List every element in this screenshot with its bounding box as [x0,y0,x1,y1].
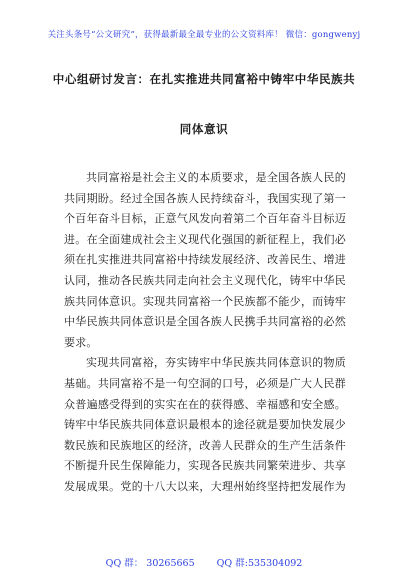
paragraph-line: 进。在全面建成社会主义现代化强国的新征程上，我们必 [64,232,346,246]
document-body [64,168,346,498]
paragraph-line: 发展成果。党的十八大以来，大理州始终坚持把发展作为 [64,479,346,493]
header-note: 关注头条号“公文研究”，获得最新最全最专业的公文资料库！ 微信：gongwenyj [47,30,361,40]
paragraph-line: 实现共同富裕，夯实铸牢中华民族共同体意识的物质 [86,356,346,370]
paragraph-line: 共同富裕是社会主义的本质要求，是全国各族人民的 [86,171,346,184]
paragraph-line: 基础。共同富裕不是一句空洞的口号，必须是广大人民群 [64,376,346,390]
paragraph-line: 铸牢中华民族共同体意识最根本的途径就是要加快发展少 [64,418,346,432]
footer [0,555,408,569]
paragraph-line: 共同期盼。经过全国各族人民持续奋斗，我国实现了第一 [64,191,346,205]
paragraph-line: 族共同体意识。实现共同富裕一个民族都不能少，而铸牢 [64,294,346,308]
paragraph-line: 认同，推动各民族共同走向社会主义现代化，铸牢中华民 [64,273,346,287]
footer-qq-group-2: QQ 群:535304092 [216,558,303,569]
paragraph-line: 众普遍感受得到的实实在在的获得感、幸福感和安全感。 [64,397,346,411]
document-title-line-1: 中心组研讨发言：在扎实推进共同富裕中铸牢中华民族共 [52,72,356,86]
paragraph-line: 中华民族共同体意识是全国各族人民携手共同富裕的必然 [64,315,346,329]
paragraph-line: 要求。 [64,335,98,349]
paragraph-line: 个百年奋斗目标，正意气风发向着第二个百年奋斗目标迈 [64,212,346,226]
paragraph-2 [64,353,346,497]
paragraph-line: 不断提升民生保障能力，实现各民族共同繁荣进步、共享 [64,459,346,473]
footer-qq-group-1: QQ 群： 30265665 [105,558,195,569]
document-title-line-2: 同体意识 [179,122,229,136]
paragraph-1 [64,168,346,353]
paragraph-line: 数民族和民族地区的经济，改善人民群众的生产生活条件 [64,438,346,452]
paragraph-line: 须在扎实推进共同富裕中持续发展经济、改善民生、增进 [64,253,346,267]
